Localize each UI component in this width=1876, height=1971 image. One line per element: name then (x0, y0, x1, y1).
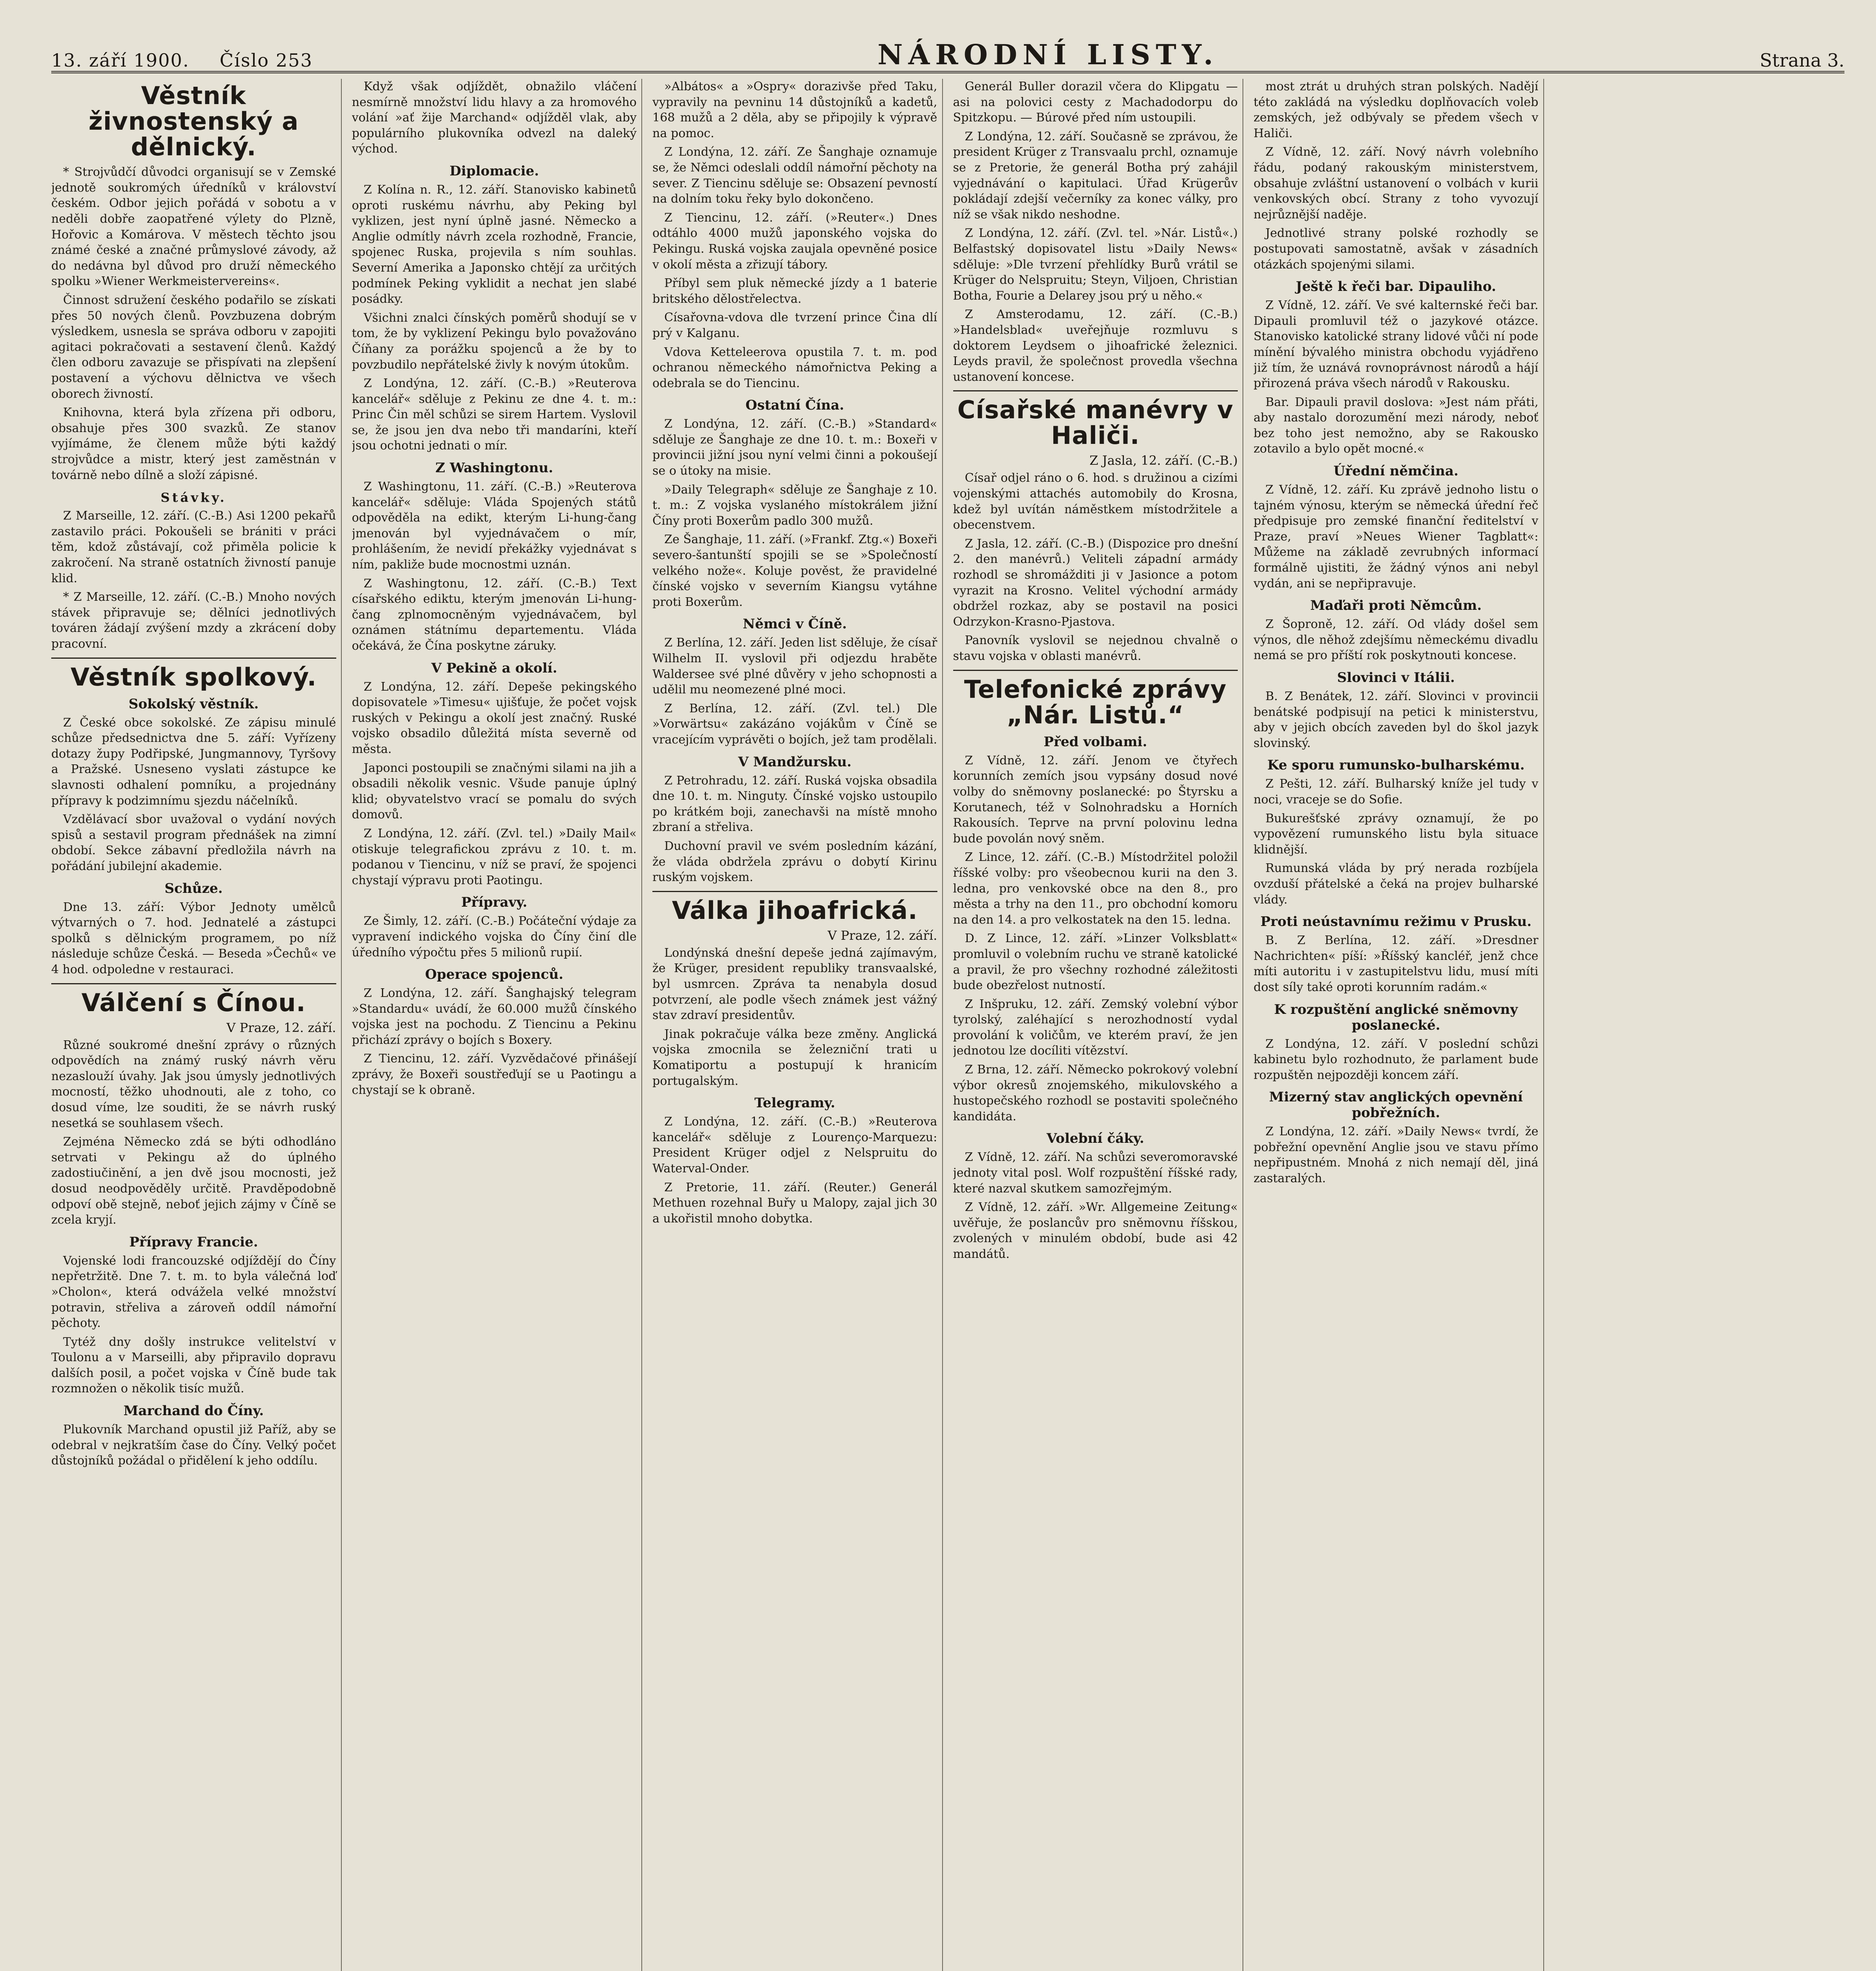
subsection-heading: Maďaři proti Němcům. (1310, 598, 1482, 614)
article-paragraph: Z Vídně, 12. září. Na schůzi severomoravské jednoty vital posl. Wolf rozpuštění říšské rady, které nazval skutkem samozřejmým. (953, 1150, 1238, 1196)
article-paragraph: B. Z Berlína, 12. září. »Dresdner Nachrichten« píší: »Říšský kancléř, jenž chce míti autoritu i v zastupitelstvu lidu, musí míti dost síly také oproti korunním radám.« (1254, 933, 1539, 994)
article-paragraph: Z Pretorie, 11. září. (Reuter.) Generál Methuen rozehnal Buřy u Malopy, zajal jich 30 a ukořistil mnoho dobytka. (652, 1180, 937, 1226)
issue-number: Číslo 253 (220, 50, 313, 71)
subsection-heading: Němci v Číně. (743, 616, 847, 632)
subsection-heading: Proti neústavnímu režimu v Prusku. (1260, 914, 1532, 930)
article-paragraph: Tytéž dny došly instrukce velitelství v Toulonu a v Marseilli, aby připravilo dopravu dalších posil, a počet vojska v Číně bude tak rozmnožen o několik tisíc mužů. (51, 1335, 336, 1396)
article-paragraph: Z Londýna, 12. září. (C.-B.) »Reuterova kancelář« sděluje z Lourenço-Marquezu: President Krüger odjel z Nelspruitu do Waterval-Onder. (652, 1115, 937, 1176)
article-paragraph: Z Londýna, 12. září. V poslední schůzi kabinetu bylo rozhodnuto, že parlament bude rozpuštěn nejpozději koncem září. (1254, 1037, 1539, 1082)
article-paragraph: Z Tiencinu, 12. září. Vyzvědačové přinášejí zprávy, že Boxeři soustřeďují se u Paotingu a chystají se k obraně. (352, 1052, 637, 1097)
article-paragraph: Z Brna, 12. září. Německo pokrokový volební výbor okresů znojemského, mikulovského a hustopečského rozhodl se postaviti společného kandidáta. (953, 1063, 1238, 1123)
article-paragraph: Příbyl sem pluk německé jízdy a 1 baterie britského dělostřelectva. (652, 276, 937, 306)
article-paragraph: Z Kolína n. R., 12. září. Stanovisko kabinetů oproti ruskému návrhu, aby Peking byl vyklizen, jest nyní úplně jasné. Německo a Anglie odmítly návrh zcela rozhodně, Francie, spojenec Ruska, projevila s ním souhlas. Severní Amerika a Japonsko chtějí za určitých podmínek Peking vyklidit a nechat jen slabé posádky. (352, 183, 637, 306)
section-heading: Císařské manévry v Haliči. (957, 395, 1233, 450)
article-paragraph: Vzdělávací sbor uvažoval o vydání nových spisů a sestavil program přednášek na zimní období. Sekce zábavní předložila návrh na pořádání jubilejní akademie. (51, 812, 336, 873)
article-paragraph: Bar. Dipauli pravil doslova: »Jest nám přáti, aby nastalo dorozumění mezi národy, neboť bez toho jest nemožno, aby se Rakousko zotavilo a bylo opět mocné.« (1254, 395, 1539, 456)
article-paragraph: Ze Šimly, 12. září. (C.-B.) Počáteční výdaje za vypravení indického vojska do Číny činí dle úředního výpočtu přes 5 milionů rupií. (352, 914, 637, 959)
masthead-left (51, 50, 336, 71)
dateline: V Praze, 12. září. (226, 1020, 336, 1035)
article-paragraph: Z Tiencinu, 12. září. (»Reuter«.) Dnes odtáhlo 4000 mužů japonského vojska do Pekingu. Ruská vojska zaujala opevněné posice v okolí města a zřizují tábory. (652, 211, 937, 272)
divider (953, 390, 1238, 391)
subsection-heading: Ostatní Čína. (745, 397, 844, 414)
subsection-heading: V Mandžursku. (738, 754, 852, 770)
subsection-heading: Přípravy Francie. (129, 1234, 258, 1250)
article-paragraph: Z Londýna, 12. září. Depeše pekingského dopisovatele »Timesu« ujišťuje, že počet vojsk ruských v Pekingu a okolí jest značný. Ruské vojsko obsadilo důležitá místa severně od města. (352, 680, 637, 756)
article-paragraph: Z Londýna, 12. září. (Zvl. tel. »Nár. Listů«.) Belfastský dopisovatel listu »Daily News« sděluje: »Dle tvrzení přehlídky Burů vrátil se Krüger do Nelspruitu; Steyn, Viljoen, Christian Botha, Fourie a Delarey jsou prý u něho.« (953, 226, 1238, 303)
article-paragraph: Panovník vyslovil se nejednou chvalně o stavu vojska v oblasti manévrů. (953, 633, 1238, 663)
section-heading: Věstník spolkový. (71, 662, 317, 691)
article-paragraph: Z Šoproně, 12. září. Od vlády došel sem výnos, dle něhož zdejšímu německému divadlu nemá se pro příští rok poskytnouti koncese. (1254, 617, 1539, 663)
article-paragraph: Když však odjíždět, obnažilo vláčení nesmírně množství lidu hlavy a za hromového volání »ať žije Marchand« odjížděl vlak, aby populárního plukovníka odvezl na daleký východ. (352, 80, 637, 156)
article-paragraph: Z Berlína, 12. září. (Zvl. tel.) Dle »Vorwärtsu« zakázáno vojákům v Číně se vracejícím vyprávěti o bojích, jež tam prodělali. (652, 701, 937, 747)
subsection-heading: Operace spojenců. (425, 967, 564, 983)
article-paragraph: Z Londýna, 12. září. (C.-B.) »Reuterova kancelář« sděluje z Pekinu ze dne 4. t. m.: Princ Čin měl schůzi se sirem Hartem. Vyslovil se, že jsou jen dva nebo tři mandaríni, kteří jsou ochotni jednati o mír. (352, 376, 637, 453)
article-paragraph: Z Vídně, 12. září. Ve své kalternské řeči bar. Dipauli promluvil též o jazykové otázce. Stanovisko katolické strany lidové vůči ní pode mínění bývalého ministra obchodu vyjádřeno již tím, že uznává rovnoprávnost národů a hájí přirozená práva všech národů v Rakousku. (1254, 298, 1539, 391)
article-paragraph: Z Vídně, 12. září. Ku zprávě jednoho listu o tajném výnosu, kterým se německá úřední řeč předpisuje pro zemské finanční ředitelství v Praze, praví »Neues Wiener Tagblatt«: Můžeme na základě zevrubných informací formálně ujistiti, že žádný výnos ani nebyl vydán, ani se nepřipravuje. (1254, 483, 1539, 591)
subsection-heading: K rozpuštění anglické sněmovny poslanecké. (1274, 1001, 1518, 1033)
article-paragraph: Z Amsterodamu, 12. září. (C.-B.) »Handelsblad« uveřejňuje rozmluvu s doktorem Leydsem o jihoafrické železnici. Leyds pravil, že společnost provedla všechna ustanovení koncese. (953, 307, 1238, 384)
section-heading: Válčení s Čínou. (81, 988, 306, 1017)
article-paragraph: »Daily Telegraph« sděluje ze Šanghaje z 10. t. m.: Z vojska vyslaného místokrálem jižní Číny proti Boxerům padlo 300 mužů. (652, 483, 937, 528)
column-6 (1554, 79, 1845, 1971)
article-paragraph: Plukovník Marchand opustil již Paříž, aby se odebral v nejkratším čase do Číny. Velký počet důstojníků požádal o přidělení k jeho oddílu. (51, 1423, 336, 1468)
article-paragraph: Bukurešťské zprávy oznamují, že po vypovězení rumunského listu byla situace klidnější. (1254, 811, 1539, 857)
article-paragraph: Z Jasla, 12. září. (C.-B.) (Dispozice pro dnešní 2. den manévrů.) Veliteli západní armády rozhodl se shromážditi ji v Jasionce a potom vyrazit na Krosno. Velitel východní armády obdržel rozkaz, aby se postavil na posici Odrzykon-Krasno-Pjastova. (953, 537, 1238, 629)
divider (953, 670, 1238, 671)
column-2 (352, 79, 643, 1971)
subsection-heading: Z Washingtonu. (435, 460, 553, 476)
article-paragraph: Z Vídně, 12. září. Jenom ve čtyřech korunních zemích jsou vypsány dosud nové volby do sněmovny poslanecké: po Štyrsku a Korutanech, též v Solnohradsku a Horních Rakousích. Teprve na první polovinu ledna bude povolán nový sněm. (953, 753, 1238, 846)
article-paragraph: most ztrát u druhých stran polských. Nadějí této zakládá na výsledku doplňovacích voleb zemských, jež odbývaly se předem všech v Haliči. (1254, 80, 1539, 140)
article-paragraph: Zejména Německo zdá se býti odhodláno setrvati v Pekingu až do úplného zadostiučinění, a jen dvě jsou mocnosti, jež dosud neodpověděly určitě. Pravděpodobně odpoví obě stejně, neboť jejich zájmy v Číně se zcela kryjí. (51, 1135, 336, 1227)
divider (652, 891, 937, 892)
article-paragraph: Císařovna-vdova dle tvrzení prince Čina dlí prý v Kalganu. (652, 311, 937, 340)
article-paragraph: Z Londýna, 12. září. Ze Šanghaje oznamuje se, že Němci odeslali oddíl námořní pěchoty na sever. Z Tiencinu sděluje se: Obsazení pevností na dolním toku řeky bylo dokončeno. (652, 145, 937, 206)
subsection-heading: Marchand do Číny. (123, 1403, 264, 1419)
column-4 (953, 79, 1244, 1971)
dateline: Z Jasla, 12. září. (C.-B.) (1089, 453, 1238, 468)
article-paragraph: Činnost sdružení českého podařilo se získati přes 50 nových členů. Povzbuzena dobrým výsledkem, usnesla se správa odboru v zapojiti agitaci pokračovati a sestavení členů. Každý člen odboru zavazuje se přispívati na zlepšení postavení a výchovu dělnictva ve všech oborech živností. (51, 293, 336, 401)
article-paragraph: * Z Marseille, 12. září. (C.-B.) Mnoho nových stávek připravuje se; dělníci jednotlivých továren žádají zvýšení mzdy a zkrácení doby pracovní. (51, 590, 336, 651)
article-paragraph: Generál Buller dorazil včera do Klipgatu — asi na polovici cesty z Machadodorpu do Spitzkopu. — Búrové před ním ustoupili. (953, 80, 1238, 125)
subsection-heading: Stávky. (160, 490, 227, 505)
article-paragraph: Rumunská vláda by prý nerada rozbíjela ovzduší přátelské a čeká na projev bulharské vlády. (1254, 861, 1539, 907)
article-paragraph: Z Vídně, 12. září. »Wr. Allgemeine Zeitung« uvěřuje, že poslancův pro sněmovnu říšskou, zvolených v minulém období, bude asi 42 mandátů. (953, 1200, 1238, 1261)
article-paragraph: B. Z Benátek, 12. září. Slovinci v provincii benátské podpisují na petici k ministerstvu, aby v jejich obcích zaveden byl do škol jazyk slovinský. (1254, 689, 1539, 750)
article-paragraph: Z Washingtonu, 11. září. (C.-B.) »Reuterova kancelář« sděluje: Vláda Spojených států odpověděla na edikt, kterým Li-hung-čang jmenován byl vyjednávačem o mír, prohlášením, že nevidí překážky vyjednávat s ním, pakliže bude mocnostmi uznán. (352, 480, 637, 572)
article-paragraph: Z Marseille, 12. září. (C.-B.) Asi 1200 pekařů zastavilo práci. Pokoušeli se brániti v práci těm, kdož zůstávají, což přiměla policie k zakročení. Na straně ostatních živností panuje klid. (51, 509, 336, 585)
article-paragraph: Knihovna, která byla zřízena při odboru, obsahuje přes 300 svazků. Ze stanov vyjímáme, že členem může býti každý strojvůdce a mistr, který jest zaměstnán v továrně nebo dílně a složí zápisné. (51, 406, 336, 482)
article-paragraph: Jinak pokračuje válka beze změny. Anglická vojska zmocnila se železniční trati u Komatiportu a postupují k hranicím portugalským. (652, 1027, 937, 1088)
article-paragraph: Z Petrohradu, 12. září. Ruská vojska obsadila dne 10. t. m. Ninguty. Čínské vojsko ustoupilo po krátkém boji, zanechavši na místě mnoho zbraní a střeliva. (652, 773, 937, 835)
subsection-heading: Přípravy. (461, 894, 527, 911)
article-paragraph: D. Z Lince, 12. září. »Linzer Volksblatt« promluvil o volebním ruchu ve straně katolické a pravil, že pro všechny rozhodné záležitosti bude obezřelost nutností. (953, 931, 1238, 993)
section-heading: Věstník živnostenský a dělnický. (88, 81, 299, 162)
article-paragraph: Císař odjel ráno o 6. hod. s družinou a cizími vojenskými attachés automobily do Krosna, kdež byl uvítán náměstkem místodržitele a obecenstvem. (953, 471, 1238, 532)
article-paragraph: Dne 13. září: Výbor Jednoty umělců výtvarných o 7. hod. Jednatelé a zástupci spolků s dělnickým programem, po níž následuje schůze Česká. — Beseda »Čechů« ve 4 hod. odpoledne v restauraci. (51, 900, 336, 976)
article-paragraph: Z Londýna, 12. září. Šanghajský telegram »Standardu« uvádí, že 60.000 mužů čínského vojska jest na pochodu. Z Tiencinu a Pekinu přichází zprávy o bojích s Boxery. (352, 986, 637, 1047)
article-paragraph: Z Vídně, 12. září. Nový návrh volebního řádu, podaný rakouským ministerstvem, obsahuje zvláštní ustanovení o volbách v kurii venkovských obcí. Strany z toho vyvozují nejrůznější naděje. (1254, 145, 1539, 222)
article-paragraph: Duchovní pravil ve svém posledním kázání, že vláda obdržela zprávu o dobytí Kirinu ruským vojskem. (652, 839, 937, 885)
divider (51, 983, 336, 984)
column-5 (1254, 79, 1544, 1971)
article-paragraph: Z Pešti, 12. září. Bulharský kníže jel tudy v noci, vraceje se do Sofie. (1254, 777, 1539, 807)
subsection-heading: Úřední němčina. (1333, 463, 1459, 479)
article-paragraph: Z Londýna, 12. září. (C.-B.) »Standard« sděluje ze Šanghaje ze dne 10. t. m.: Boxeři v provincii jižní jsou nyní velmi činni a pokoušejí se o útoky na misie. (652, 417, 937, 478)
article-paragraph: Z Londýna, 12. září. (Zvl. tel.) »Daily Mail« otiskuje telegrafickou zprávu z 10. t. m. podanou v Tiencinu, v níž se praví, že spojenci chystají výpravu proti Paotingu. (352, 826, 637, 887)
article-paragraph: Londýnská dnešní depeše jedná zajímavým, že Krüger, president republiky transvaalské, byl usmrcen. Zpráva ta nenabyla dosud potvrzení, ale podle všech známek jest vážný stav zdraví presidentův. (652, 946, 937, 1023)
column-3 (652, 79, 943, 1971)
subsection-heading: Sokolský věstník. (129, 696, 259, 712)
article-paragraph: Z České obce sokolské. Ze zápisu minulé schůze předsednictva dne 5. září: Vyřízeny dotazy župy Podřipské, Jungmannovy, Tyršovy a Pražské. Usneseno vyslati zástupce ke slavnosti odhalení pomníku, a projednány přípravy k podzimnímu sjezdu náčelníků. (51, 715, 336, 808)
article-paragraph: Z Berlína, 12. září. Jeden list sděluje, že císař Wilhelm II. vyslovil při odjezdu hraběte Waldersee své plné důvěry v jeho schopnosti a udělil mu neomezené plné moci. (652, 636, 937, 697)
subsection-heading: Ještě k řeči bar. Dipauliho. (1296, 279, 1496, 295)
newspaper-title: NÁRODNÍ LISTY. (877, 38, 1219, 71)
article-paragraph: Z Washingtonu, 12. září. (C.-B.) Text císařského ediktu, kterým jmenován Li-hung-čang zplnomocněným vyjednávačem, byl oznámen státnímu departementu. Vláda očekává, že Čína poskytne záruky. (352, 576, 637, 653)
subsection-heading: Schůze. (164, 880, 223, 896)
subsection-heading: Mizerný stav anglických opevnění pobřežních. (1269, 1089, 1523, 1121)
masthead (51, 28, 1844, 73)
columns (51, 79, 1844, 1971)
page-number: Strana 3. (1760, 50, 1844, 71)
article-paragraph: Z Londýna, 12. září. Současně se zprávou, že president Krüger z Transvaalu prchl, oznamuje se z Pretorie, že generál Botha prý zahájil vyjednávání o kapitulaci. Úřad Krügerův pokládají zdejší večerníky za konec války, pro níž se však nikdo neshodne. (953, 129, 1238, 222)
article-paragraph: Vojenské lodi francouzské odjíždějí do Číny nepřetržitě. Dne 7. t. m. to byla válečná loď »Cholon«, která odvážela velké množství potravin, střeliva a zároveň oddíl námořní pěchoty. (51, 1254, 336, 1330)
divider (51, 658, 336, 659)
article-paragraph: Jednotlivé strany polské rozhodly se postupovati samostatně, avšak v zásadních otázkách spojenými silami. (1254, 226, 1539, 272)
subsection-heading: Slovinci v Itálii. (1337, 670, 1455, 686)
dateline: V Praze, 12. září. (827, 928, 937, 943)
article-paragraph: Japonci postoupili se značnými silami na jih a obsadili několik vesnic. Všude panuje úplný klid; obyvatelstvo vrací se pomalu do svých domovů. (352, 761, 637, 822)
article-paragraph: Vdova Ketteleerova opustila 7. t. m. pod ochranou německého námořnictva Peking a odebrala se do Tiencinu. (652, 345, 937, 390)
subsection-heading: V Pekině a okolí. (431, 660, 557, 676)
section-heading: Válka jihoafrická. (672, 896, 918, 925)
article-paragraph: * Strojvůdčí důvodci organisují se v Zemské jednotě soukromých úředníků v království českém. Odbor jejich pořádá v sobotu a v neděli dobře zaopatřené výlety do Plzně, Hořovic a Komárova. V městech těchto jsou známé české a značné průmyslové závody, až do nedávna byl důvod pro druží německého spolku »Wiener Werkmeistervereins«. (51, 165, 336, 289)
article-paragraph: Z Inšpruku, 12. září. Zemský volební výbor tyrolský, zaléhající s nerozhodností vydal provolání k voličům, ve kterém praví, že jen jednotou lze docíliti vítězství. (953, 997, 1238, 1058)
subsection-heading: Před volbami. (1043, 734, 1148, 750)
article-paragraph: Z Lince, 12. září. (C.-B.) Místodržitel položil říšské volby: pro všeobecnou kurii na den 3. ledna, pro venkovské obce na den 8., pro města a trhy na den 11., pro obchodní komoru na den 14. a pro velkostatek na den 15. ledna. (953, 850, 1238, 927)
article-paragraph: Ze Šanghaje, 11. září. (»Frankf. Ztg.«) Boxeři severo-šantunští spojili se se »Společností velkého nože«. Koluje pověst, že pravidelné čínské vojsko v severním Kiangsu vytáhne proti Boxerům. (652, 533, 937, 609)
article-paragraph: Z Londýna, 12. září. »Daily News« tvrdí, že pobřežní opevnění Anglie jsou ve stavu přímo nepřipustném. Mnohá z nich nemají děl, jiná zastaralých. (1254, 1125, 1539, 1186)
issue-date: 13. září 1900. (51, 50, 190, 71)
column-1 (51, 79, 342, 1971)
article-paragraph: »Albátos« a »Ospry« dorazivše před Taku, vypravily na pevninu 14 důstojníků a kadetů, 168 mužů a 2 děla, aby se připojily k výpravě na pomoc. (652, 80, 937, 140)
subsection-heading: Volební čáky. (1046, 1131, 1144, 1147)
subsection-heading: Ke sporu rumunsko-bulharskému. (1267, 757, 1525, 773)
section-heading: Telefonické zprávy „Nár. Listů.“ (964, 674, 1227, 729)
subsection-heading: Telegramy. (754, 1095, 835, 1111)
article-paragraph: Různé soukromé dnešní zprávy o různých odpovědích na známý ruský návrh věru nezaslouží úvahy. Jak jsou úmysly jednotlivých mocností, těžko uhodnouti, ale z toho, co dosud víme, lze souditi, že se návrh ruský nesetká se souhlasem všech. (51, 1038, 336, 1130)
article-paragraph: Všichni znalci čínských poměrů shodují se v tom, že by vyklizení Pekingu bylo považováno Číňany za porážku spojenců a že by to povzbudilo nepřátelské živly k novým útokům. (352, 311, 637, 372)
subsection-heading: Diplomacie. (449, 163, 539, 179)
